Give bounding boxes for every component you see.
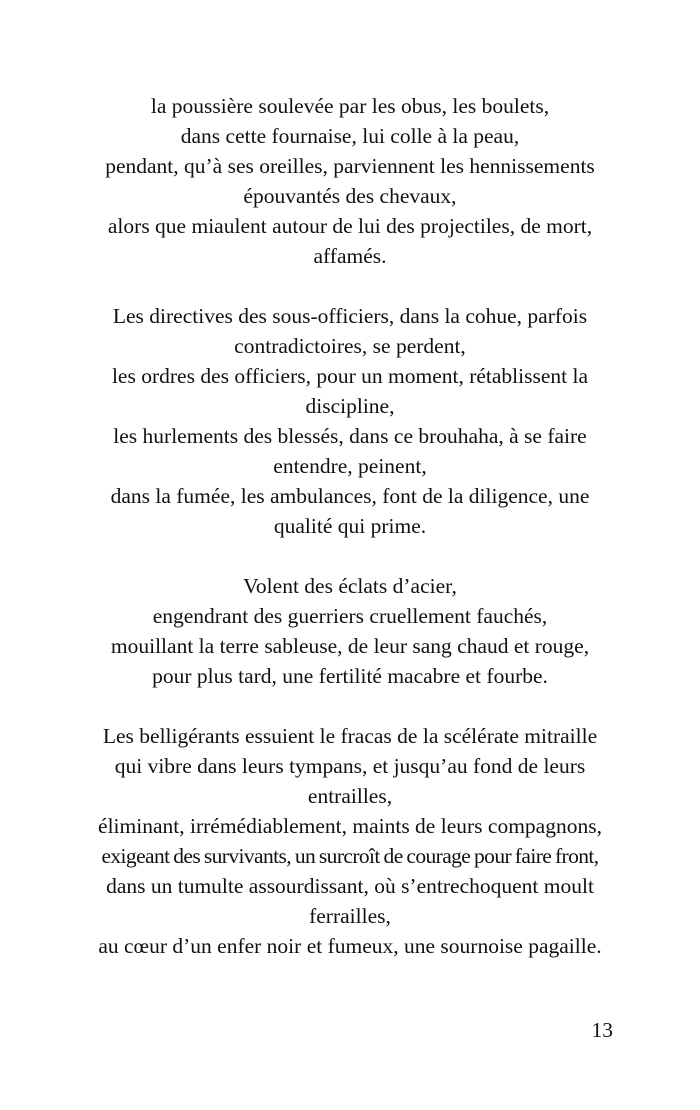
verse-line: la poussière soulevée par les obus, les boulets, [150, 94, 550, 118]
verse-line: qualité qui prime. [273, 514, 427, 538]
verse-line: épouvantés des chevaux, [243, 184, 457, 208]
verse-line: Volent des éclats d’acier, [243, 574, 457, 598]
stanza-2 [70, 301, 630, 541]
verse-line: entendre, peinent, [273, 454, 427, 478]
verse-line: pendant, qu’à ses oreilles, parviennent les hennissements [105, 154, 595, 178]
verse-line: au cœur d’un enfer noir et fumeux, une sournoise pagaille. [98, 934, 602, 958]
verse-line: dans un tumulte assourdissant, où s’entrechoquent moult [106, 874, 594, 898]
verse-line: éliminant, irrémédiablement, maints de leurs compagnons, [98, 814, 602, 838]
verse-line: les ordres des officiers, pour un moment, rétablissent la [111, 364, 589, 388]
verse-line: qui vibre dans leurs tympans, et jusqu’au fond de leurs [114, 754, 586, 778]
verse-line: alors que miaulent autour de lui des projectiles, de mort, [107, 214, 593, 238]
verse-line: entrailles, [307, 784, 393, 808]
verse-line: dans la fumée, les ambulances, font de la diligence, une [110, 484, 590, 508]
verse-line: les hurlements des blessés, dans ce brouhaha, à se faire [113, 424, 587, 448]
verse-line: discipline, [305, 394, 395, 418]
verse-line: Les belligérants essuient le fracas de la scélérate mitraille [102, 724, 598, 748]
verse-line: mouillant la terre sableuse, de leur sang chaud et rouge, [110, 634, 590, 658]
stanza-1 [70, 91, 630, 271]
verse-line: exigeant des survivants, un surcroît de courage pour faire front, [101, 844, 599, 868]
page-number: 13 [591, 1018, 613, 1042]
stanza-3 [70, 571, 630, 691]
verse-line: contradictoires, se perdent, [234, 334, 466, 358]
verse-line: dans cette fournaise, lui colle à la peau, [180, 124, 520, 148]
poem-text [70, 91, 630, 991]
verse-line: affamés. [313, 244, 387, 268]
verse-line: ferrailles, [309, 904, 391, 928]
verse-line: Les directives des sous-officiers, dans la cohue, parfois [112, 304, 588, 328]
verse-line: pour plus tard, une fertilité macabre et fourbe. [152, 664, 548, 688]
stanza-4 [70, 721, 630, 961]
verse-line: engendrant des guerriers cruellement fauchés, [152, 604, 548, 628]
